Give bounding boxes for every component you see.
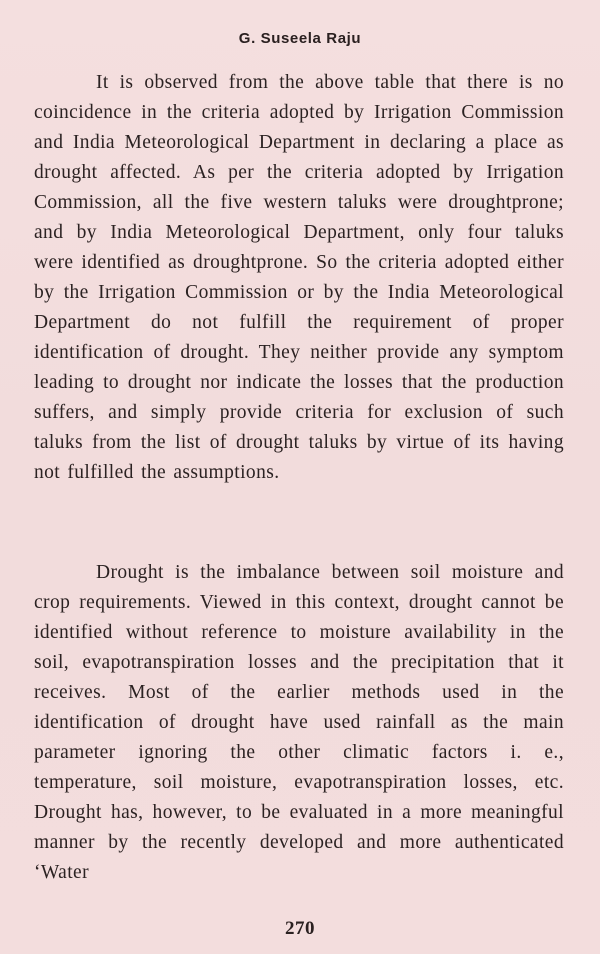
page-number: 270	[285, 918, 315, 939]
paragraph-drought-criteria	[34, 68, 564, 488]
running-head: G. Suseela Raju	[238, 30, 362, 47]
paragraph-drought-definition	[34, 558, 564, 888]
paragraph-text: Drought is the imbalance between soil moisture and crop requirements. Viewed in this context, drought cannot be identified without reference to moisture availability in the soil, evapotranspiration losses and the precipitation that it receives. Most of the earlier methods used in the identification of drought have used rainfall as the main parameter ignoring the other climatic factors i. e., temperature, soil moisture, evapotranspiration losses, etc. Drought has, however, to be evaluated in a more meaningful manner by the recently developed and more authenticated ‘Water	[34, 562, 564, 883]
paragraph-text: It is observed from the above table that there is no coincidence in the criteria adopted by Irrigation Commission and India Meteorological Department in declaring a place as drought affected. As per the criteria adopted by Irrigation Commission, all the five western taluks were droughtprone; and by India Meteorological Department, only four taluks were identified as droughtprone. So the criteria adopted either by the Irrigation Commission or by the India Meteorological Department do not fulfill the requirement of proper identification of drought. They neither provide any symptom leading to drought nor indicate the losses that the production suffers, and simply provide criteria for exclusion of such taluks from the list of drought taluks by virtue of its having not fulfilled the assumptions.	[34, 72, 564, 483]
